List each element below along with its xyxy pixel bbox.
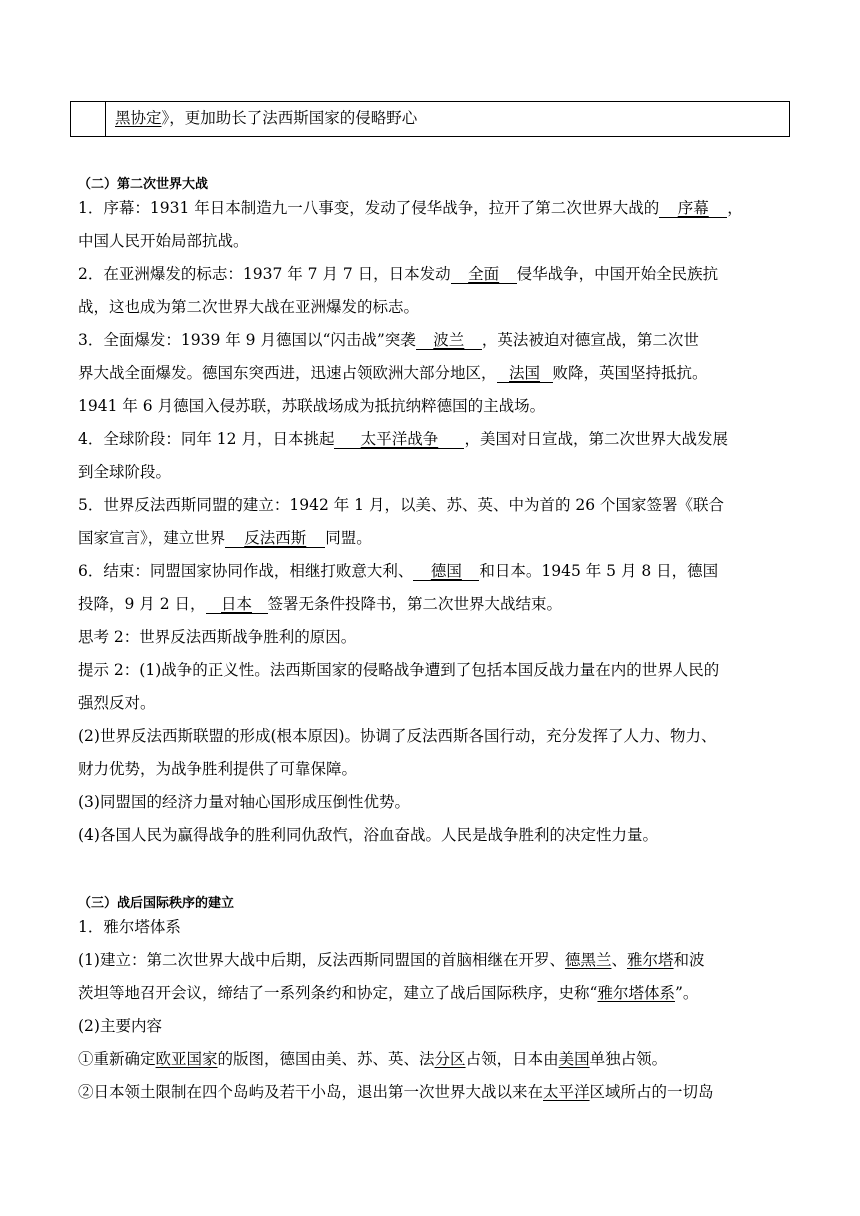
paragraph-line: (2)主要内容 <box>78 1017 162 1035</box>
reason-line: (3)同盟国的经济力量对轴心国形成压倒性优势。 <box>78 793 410 811</box>
paragraph-line: 5．世界反法西斯同盟的建立：1942 年 1 月，以美、苏、英、中为首的 26 个国家签署《联合 <box>78 496 725 514</box>
paragraph-line: 界大战全面爆发。德国东突西进，迅速占领欧洲大部分地区， 法国 败降，英国坚持抵抗。 <box>78 364 708 382</box>
paragraph-line: ①重新确定欧亚国家的版图，德国由美、苏、英、法分区占领，日本由美国单独占领。 <box>78 1050 668 1068</box>
hint-line: 强烈反对。 <box>78 694 156 712</box>
fill-blank: 波兰 <box>416 331 482 350</box>
paragraph-line: 到全球阶段。 <box>78 463 172 481</box>
think-question: 思考 2：世界反法西斯战争胜利的原因。 <box>78 628 357 646</box>
subheading: 1．雅尔塔体系 <box>78 918 181 936</box>
hint-line: 提示 2：(1)战争的正义性。法西斯国家的侵略战争遭到了包括本国反战力量在内的世界人民的 <box>78 661 720 679</box>
paragraph-line: 国家宣言》，建立世界 反法西斯 同盟。 <box>78 529 372 547</box>
fill-blank: 日本 <box>206 595 268 614</box>
paragraph-line: 茨坦等地召开会议，缔结了一系列条约和协定，建立了战后国际秩序，史称“雅尔塔体系”。 <box>78 984 699 1002</box>
section2-body <box>78 192 783 852</box>
section-heading: （二）第二次世界大战 <box>78 177 209 192</box>
table-cell-empty <box>71 102 106 136</box>
paragraph-line: ②日本领土限制在四个岛屿及若干小岛，退出第一次世界大战以来在太平洋区域所占的一切岛 <box>78 1083 714 1101</box>
paragraph-line: 6．结束：同盟国家协同作战，相继打败意大利、 德国 和日本。1945 年 5 月 8 日，德国 <box>78 562 719 580</box>
underlined-term: 黑协定 <box>115 109 162 127</box>
paragraph-line: 1．序幕：1931 年日本制造九一八事变，发动了侵华战争，拉开了第二次世界大战的 序幕 ， <box>78 199 743 217</box>
paragraph-line: 4．全球阶段：同年 12 月，日本挑起 太平洋战争 ，美国对日宣战，第二次世界大战发展 <box>78 430 728 448</box>
paragraph-line: 中国人民开始局部抗战。 <box>78 232 249 250</box>
underlined-term: 雅尔塔体系 <box>597 984 675 1002</box>
fill-blank: 反法西斯 <box>225 529 325 548</box>
paragraph-line: (1)建立：第二次世界大战中后期，反法西斯同盟国的首脑相继在开罗、德黑兰、雅尔塔和波 <box>78 951 705 969</box>
paragraph-line: 1941 年 6 月德国入侵苏联，苏联战场成为抵抗纳粹德国的主战场。 <box>78 397 546 415</box>
table-text: 》，更加助长了法西斯国家的侵略野心 <box>161 109 418 127</box>
underlined-term: 美国 <box>558 1050 590 1068</box>
fill-blank: 法国 <box>497 364 553 383</box>
underlined-term: 欧亚国家 <box>155 1050 218 1068</box>
paragraph-line: 战，这也成为第二次世界大战在亚洲爆发的标志。 <box>78 298 420 316</box>
reason-line: (2)世界反法西斯联盟的形成(根本原因)。协调了反法西斯各国行动，充分发挥了人力、物力、 <box>78 727 717 745</box>
underlined-term: 太平洋 <box>543 1083 590 1101</box>
reason-line: (4)各国人民为赢得战争的胜利同仇敌忾，浴血奋战。人民是战争胜利的决定性力量。 <box>78 826 658 844</box>
table-cell-text <box>115 107 417 129</box>
fill-blank: 太平洋战争 <box>334 430 464 449</box>
underlined-term: 雅尔塔 <box>627 951 674 969</box>
paragraph-line: 3．全面爆发：1939 年 9 月德国以“闪击战”突袭 波兰 ，英法被迫对德宣战，第二次世 <box>78 331 699 349</box>
fill-blank: 德国 <box>413 562 479 581</box>
paragraph-line: 投降，9 月 2 日， 日本 签署无条件投降书，第二次世界大战结束。 <box>78 595 563 613</box>
reason-line: 财力优势，为战争胜利提供了可靠保障。 <box>78 760 358 778</box>
table-row <box>70 101 790 137</box>
section-heading: （三）战后国际秩序的建立 <box>78 896 235 911</box>
section3-body <box>78 911 783 1109</box>
underlined-term: 德黑兰 <box>564 951 612 969</box>
fill-blank: 序幕 <box>659 199 727 218</box>
fill-blank: 全面 <box>451 265 517 284</box>
paragraph-line: 2．在亚洲爆发的标志：1937 年 7 月 7 日，日本发动 全面 侵华战争，中国开始全民族抗 <box>78 265 719 283</box>
underlined-term: 分区 <box>434 1050 466 1068</box>
